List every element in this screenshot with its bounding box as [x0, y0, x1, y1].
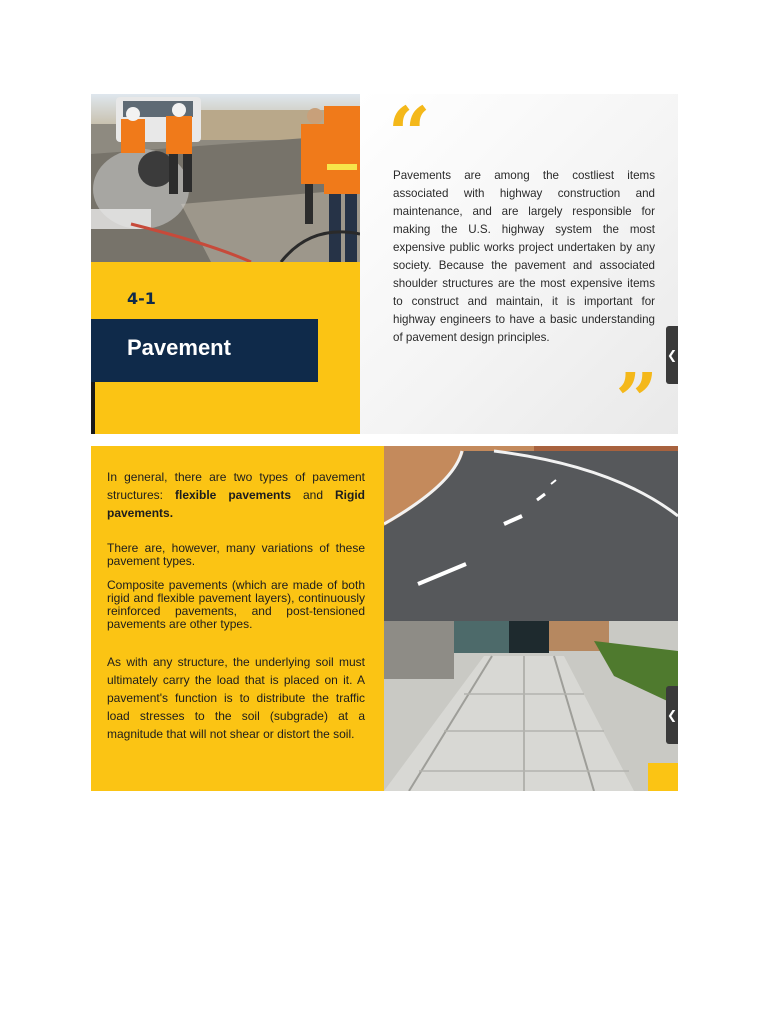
slide-left-panel	[91, 94, 360, 434]
asphalt-road-photo	[384, 446, 678, 621]
corner-accent	[648, 763, 678, 791]
quote-text: Pavements are among the costliest items associated with highway construction and maintenance, and are largely responsible for making the U.S. highway system the most expensive public works project undertaken by any society. Because the pavement and associated shoulder structures are the most expensive items to construct and maintain, it is important for highway engineers to have a basic understanding of pavement design principles.	[393, 169, 655, 344]
rigid-pavements-term: Rigid pavements.	[107, 488, 365, 520]
slide-title: Pavement	[127, 335, 231, 360]
chevron-left-icon[interactable]: ❮	[666, 326, 678, 384]
paragraph-types	[107, 468, 365, 522]
paragraph-types-and: and	[291, 488, 335, 502]
paragraph-subgrade: As with any structure, the underlying soil must ultimately carry the load that is placed on it. A pavement's function is to distribute the traffic load stresses to the soil (subgrade) at a magnitude that will not shear or distort the soil.	[107, 655, 365, 741]
flexible-pavements-term: flexible pavements	[175, 488, 292, 502]
paragraph-types-intro: In general, there are two types of pavement structures:	[107, 470, 365, 502]
quote-panel	[360, 94, 678, 434]
open-quote-icon: “	[388, 94, 431, 178]
title-bar	[91, 319, 318, 382]
close-quote-icon: ”	[615, 358, 658, 434]
road-workers-photo	[91, 94, 360, 262]
pavement-types-text	[107, 468, 365, 743]
chevron-left-icon[interactable]: ❮	[666, 686, 678, 744]
slide-pavement-types	[91, 446, 678, 791]
concrete-driveway-photo	[384, 621, 678, 791]
slide-pavement-intro	[91, 94, 678, 434]
edge-accent	[91, 382, 95, 434]
paragraph-composite: Composite pavements (which are made of both rigid and flexible pavement layers), continuously reinforced pavements, and post-tensioned pavements are other types.	[107, 578, 365, 631]
section-number: 4-1	[127, 289, 156, 308]
paragraph-variations: There are, however, many variations of these pavement types.	[107, 541, 365, 568]
pavement-photos	[384, 446, 678, 791]
